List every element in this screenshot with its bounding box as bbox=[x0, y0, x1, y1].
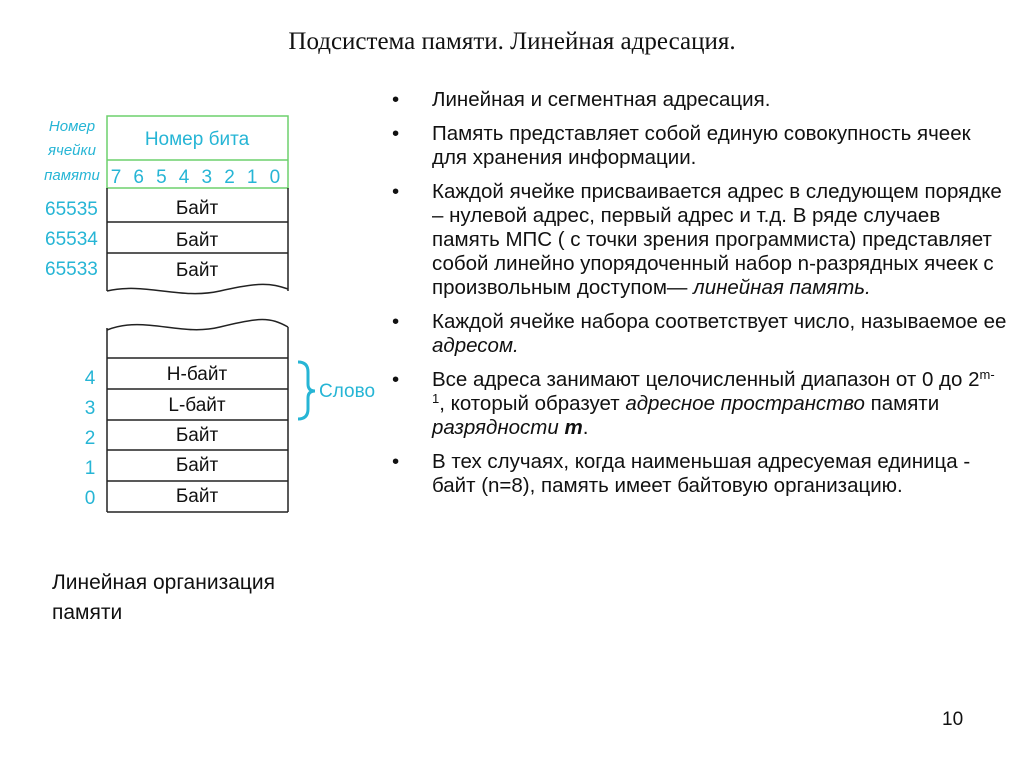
bullet-text: В тех случаях, когда наименьшая адресуемая единица - байт (n=8), память имеет байтовую организацию. bbox=[432, 450, 971, 497]
bullet-emphasis: адресом. bbox=[432, 334, 519, 357]
word-brace bbox=[298, 362, 315, 419]
bit-number: 3 bbox=[201, 167, 213, 188]
bullet-emphasis: адресное пространство bbox=[625, 392, 865, 415]
bullet-text: Память представляет собой единую совокупность ячеек для хранения информации. bbox=[432, 122, 971, 169]
bottom-address-1: 1 bbox=[84, 458, 96, 479]
bullet-emphasis: линейная память. bbox=[693, 276, 871, 299]
bullet-marker: • bbox=[392, 368, 400, 391]
top-address-1: 65534 bbox=[45, 229, 98, 250]
bullet-text: Все адреса занимают целочисленный диапазон от 0 до 2 bbox=[432, 368, 980, 391]
bit-number: 0 bbox=[269, 167, 281, 188]
bullet-marker: • bbox=[392, 450, 400, 473]
top-address-0: 65535 bbox=[45, 199, 98, 220]
bit-number: 5 bbox=[156, 167, 167, 188]
exponent: m-1 bbox=[432, 367, 995, 406]
bit-number: 4 bbox=[178, 167, 190, 188]
bullet-marker: • bbox=[392, 88, 400, 111]
caption-line-1: Линейная организация bbox=[52, 571, 276, 594]
word-label: Слово bbox=[319, 381, 376, 402]
top-cell-1: Байт bbox=[175, 230, 219, 251]
bottom-cell-byte-1: Байт bbox=[175, 455, 219, 476]
top-address-2: 65533 bbox=[45, 259, 98, 280]
bullet-item bbox=[392, 450, 1007, 498]
bullet-emphasis: разрядности bbox=[432, 416, 565, 439]
bullet-text: Каждой ячейке присваивается адрес в следующем порядке – нулевой адрес, первый адрес и т.д. В ряде случаев память МПС ( с точки зрения программиста) представляет собой линейно упорядоченный набор n-разрядных ячеек с произвольным доступом— bbox=[432, 180, 1002, 299]
bullet-item bbox=[392, 310, 1007, 358]
row-label-header-2: ячейки bbox=[48, 142, 96, 159]
bullet-text: Каждой ячейке набора соответствует число, называемое ее bbox=[432, 310, 1007, 333]
caption-line-2: памяти bbox=[52, 601, 123, 624]
bit-number: 1 bbox=[246, 167, 258, 188]
bit-number: 7 bbox=[110, 167, 122, 188]
bottom-address-2: 2 bbox=[84, 428, 96, 449]
bottom-break-wave bbox=[107, 320, 288, 331]
top-cell-0: Байт bbox=[175, 198, 219, 219]
memory-diagram-svg bbox=[30, 105, 390, 525]
bullet-item bbox=[392, 88, 1007, 112]
bullet-text: , который образует bbox=[439, 392, 626, 415]
bottom-cell-l-byte: L-байт bbox=[168, 395, 226, 416]
top-break-wave bbox=[107, 284, 288, 293]
bottom-address-0: 0 bbox=[84, 488, 96, 509]
bit-number: 6 bbox=[133, 167, 144, 188]
bullet-list bbox=[392, 88, 1007, 508]
bottom-cell-h-byte: Н-байт bbox=[166, 364, 228, 385]
slide-title: Подсистема памяти. Линейная адресация. bbox=[288, 28, 736, 55]
bullet-variable: m bbox=[564, 416, 583, 439]
bullet-marker: • bbox=[392, 180, 400, 203]
bottom-address-3: 3 bbox=[84, 398, 96, 419]
memory-diagram bbox=[30, 105, 390, 525]
bullet-item bbox=[392, 122, 1007, 170]
bit-header-label: Номер бита bbox=[144, 129, 250, 150]
bullet-text: Линейная и сегментная адресация. bbox=[432, 88, 771, 111]
bullet-item bbox=[392, 368, 1007, 440]
bottom-cell-byte-2: Байт bbox=[175, 425, 219, 446]
bullet-marker: • bbox=[392, 310, 400, 333]
row-label-header-1: Номер bbox=[48, 118, 96, 135]
bullet-text: памяти bbox=[864, 392, 940, 415]
bullet-item bbox=[392, 180, 1007, 300]
bit-numbers bbox=[111, 167, 280, 188]
bullet-marker: • bbox=[392, 122, 400, 145]
top-cell-2: Байт bbox=[175, 260, 219, 281]
row-label-header-3: памяти bbox=[44, 167, 100, 184]
bit-number: 2 bbox=[224, 167, 235, 188]
page-number: 10 bbox=[942, 709, 964, 730]
bottom-address-4: 4 bbox=[84, 368, 96, 389]
figure-caption bbox=[52, 568, 352, 628]
bullet-text: . bbox=[582, 416, 589, 439]
bottom-cell-byte-0: Байт bbox=[175, 486, 219, 507]
